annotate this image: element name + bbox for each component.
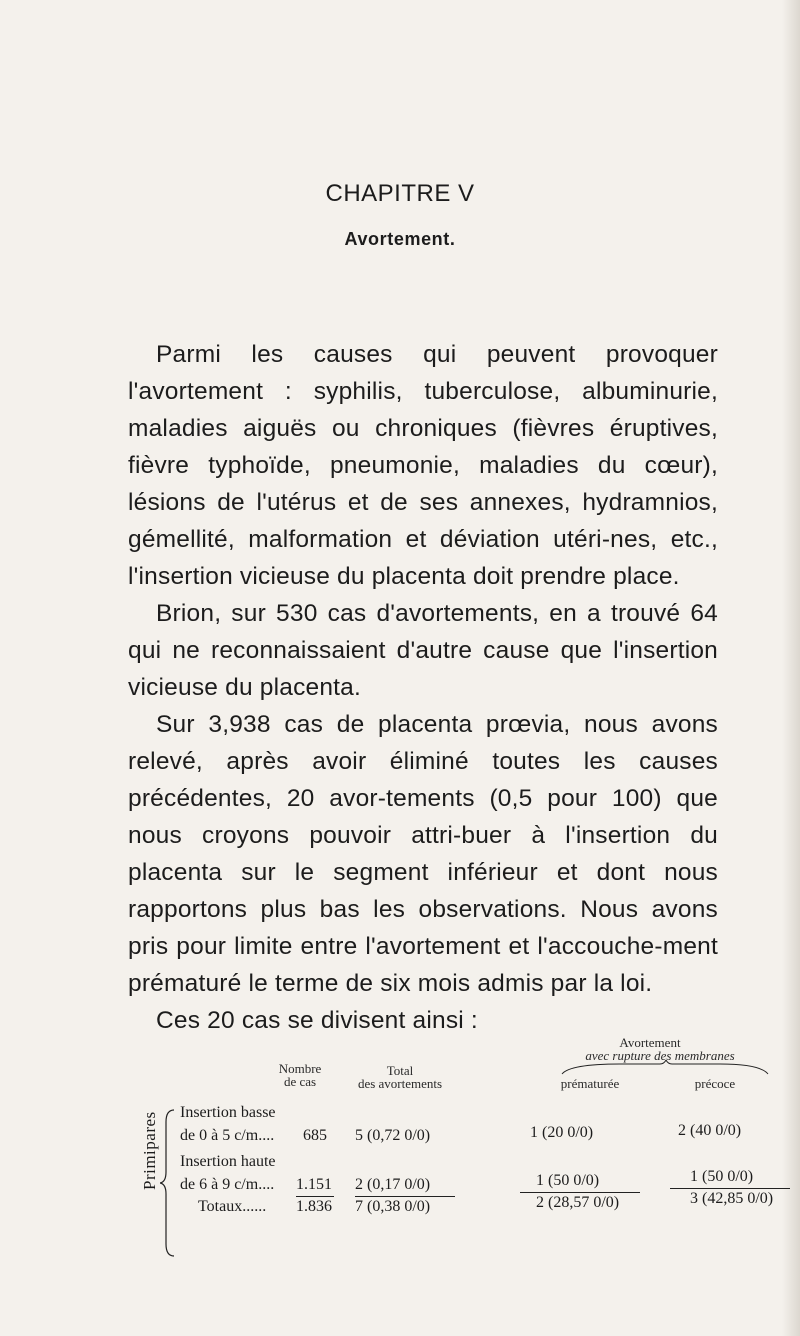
totals-nombre: 1.836 xyxy=(296,1198,332,1215)
row-1-total: 5 (0,72 0/0) xyxy=(355,1127,431,1144)
row-2-precoce: 1 (50 0/0) xyxy=(690,1168,754,1185)
row-2-total: 2 (0,17 0/0) xyxy=(355,1176,431,1193)
col-nombre-sub: de cas xyxy=(283,1074,317,1089)
row-1-nombre: 685 xyxy=(303,1127,327,1144)
totals-total: 7 (0,38 0/0) xyxy=(355,1198,431,1215)
row-brace xyxy=(160,1108,176,1258)
col-total-sub: des avortements xyxy=(357,1076,443,1091)
row-2-prematuree: 1 (50 0/0) xyxy=(536,1172,600,1189)
paragraph-3: Sur 3,938 cas de placenta prœvia, nous avons relevé, après avoir éliminé toutes les causes précédentes, 20 avor-tements (0,5 pour 100) que nous croyons pouvoir attri-buer à l'insertion du placenta sur le segment inférieur et dont nous rapportons plus bas les observations. Nous avons pris pour limite entre l'avortement et l'accouche-ment prématuré le terme de six mois admis par la loi. xyxy=(128,711,718,997)
row-2-label-2: de 6 à 9 c/m.... xyxy=(180,1176,275,1193)
paragraph-1: Parmi les causes qui peuvent provoquer l'avortement : syphilis, tuberculose, albuminurie, maladies aiguës ou chroniques (fièvres éruptives, fièvre typhoïde, pneumonie, maladies du cœur), lésions de l'utérus et de ses annexes, hydramnios, gémellité, malformation et déviation utéri-nes, etc., l'insertion vicieuse du placenta doit prendre place. xyxy=(128,341,718,590)
paragraph-2: Brion, sur 530 cas d'avortements, en a trouvé 64 qui ne reconnaissaient d'autre cause que l'insertion vicieuse du placenta. xyxy=(128,600,718,701)
group-header: Avortement xyxy=(619,1035,681,1050)
total-sum-rule xyxy=(355,1196,455,1197)
totals-precoce: 3 (42,85 0/0) xyxy=(690,1190,774,1207)
row-1-label-1-text: Insertion basse xyxy=(180,1104,276,1121)
row-2-nombre: 1.151 xyxy=(296,1176,332,1193)
row-1-prematuree: 1 (20 0/0) xyxy=(530,1124,594,1141)
row-1-label-1 xyxy=(180,1104,276,1122)
row-1-label-2: de 0 à 5 c/m.... xyxy=(180,1127,275,1144)
group-subheader: avec rupture des membranes xyxy=(585,1048,735,1063)
col-prematuree-header: prématurée xyxy=(560,1076,620,1091)
totals-label: Totaux...... xyxy=(198,1198,267,1215)
paragraph-4: Ces 20 cas se divisent ainsi : xyxy=(156,1007,478,1034)
prematuree-sum-rule xyxy=(520,1192,640,1193)
primipares-label: Primipares xyxy=(140,1111,159,1190)
chapter-title: Avortement. xyxy=(344,229,456,249)
precoce-sum-rule xyxy=(670,1188,790,1189)
nombre-sum-rule xyxy=(296,1196,334,1197)
group-brace xyxy=(560,1060,770,1076)
col-total-header: Total xyxy=(386,1063,414,1078)
row-2-label-1: Insertion haute xyxy=(180,1153,276,1170)
chapter-heading: CHAPITRE V xyxy=(325,180,475,207)
col-nombre-header: Nombre xyxy=(278,1061,322,1076)
totals-prematuree: 2 (28,57 0/0) xyxy=(536,1194,620,1211)
row-1-precoce: 2 (40 0/0) xyxy=(678,1122,742,1139)
col-precoce-header: précoce xyxy=(694,1076,736,1091)
